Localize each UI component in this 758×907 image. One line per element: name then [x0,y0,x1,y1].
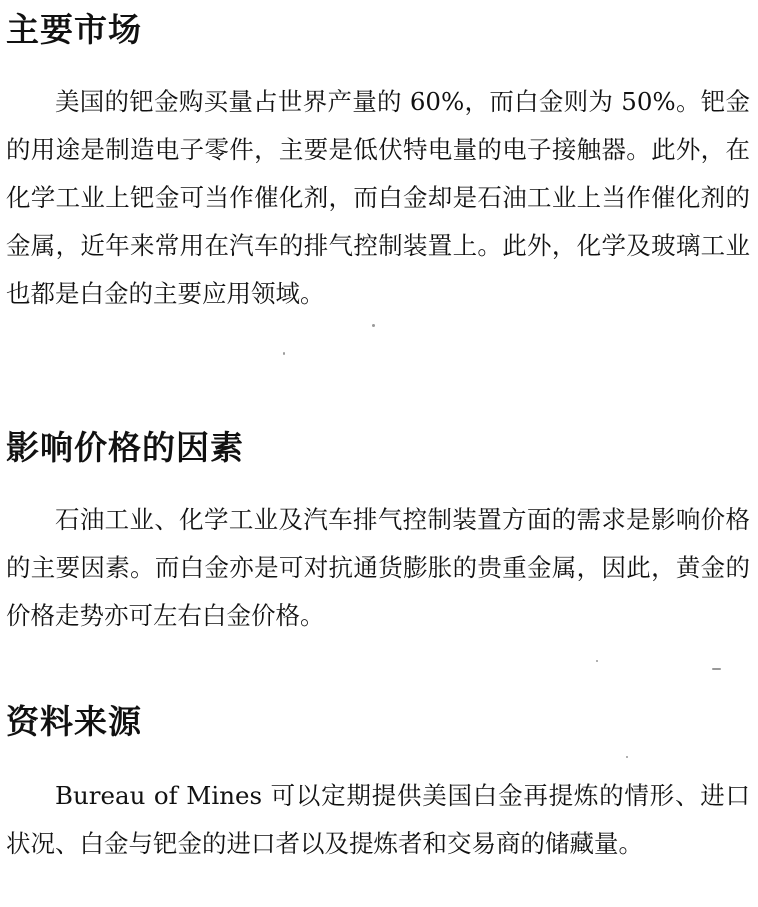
section-heading-data-sources: 资料来源 [6,702,142,741]
section-paragraph-main-markets: 美国的钯金购买量占世界产量的 60%，而白金则为 50%。钯金的用途是制造电子零件，主要是低伏特电量的电子接触器。此外，在化学工业上钯金可当作催化剂，而白金却是石油工业上当作催化剂的金属，近年来常用在汽车的排气控制装置上。此外，化学及玻璃工业也都是白金的主要应用领域。 [6,87,750,308]
section-paragraph-data-sources: Bureau of Mines 可以定期提供美国白金再提炼的情形、进口状况、白金与钯金的进口者以及提炼者和交易商的储藏量。 [6,781,750,858]
scan-speck [596,660,598,662]
scan-speck [626,756,628,758]
scan-speck [712,668,721,670]
section-paragraph-price-factors: 石油工业、化学工业及汽车排气控制装置方面的需求是影响价格的主要因素。而白金亦是可对抗通货膨胀的贵重金属，因此，黄金的价格走势亦可左右白金价格。 [6,505,750,630]
scan-speck [372,324,375,327]
section-heading-main-markets: 主要市场 [6,10,142,49]
scan-speck [283,352,285,355]
section-heading-price-factors: 影响价格的因素 [6,428,244,467]
